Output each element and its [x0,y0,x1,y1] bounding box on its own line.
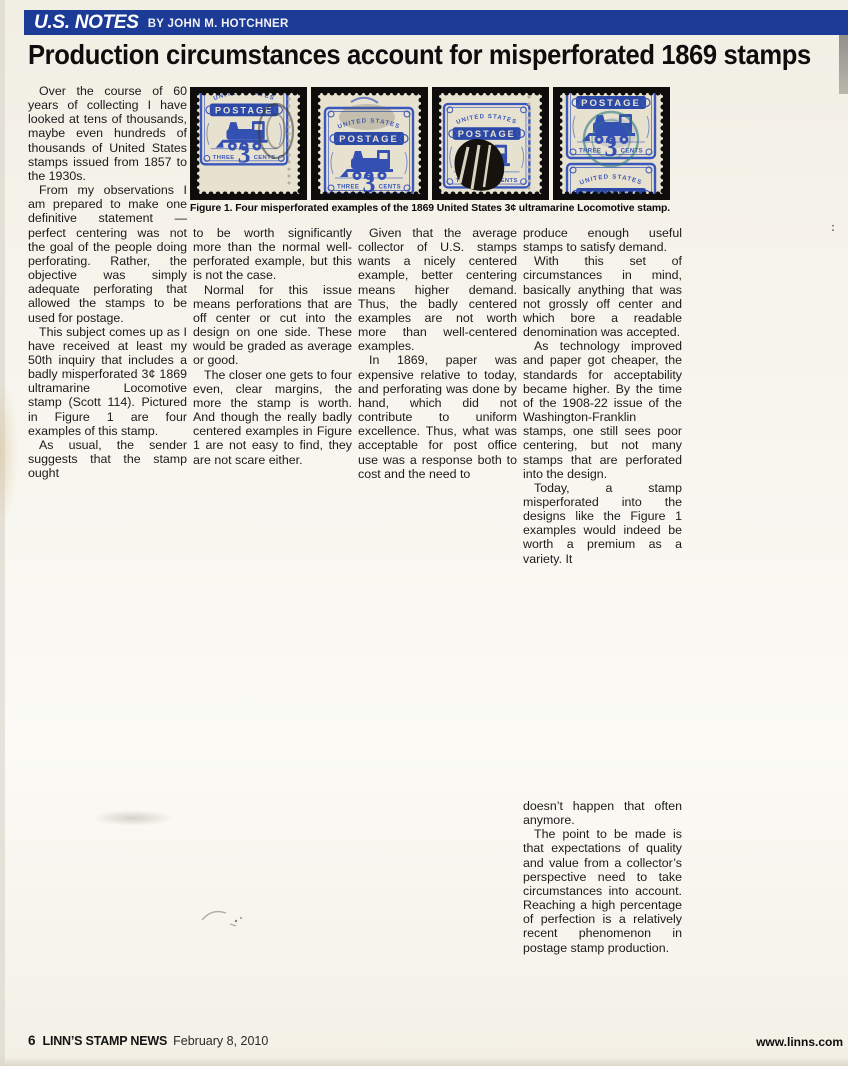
article-column-4-continued [523,799,682,955]
scan-artifact-mark: : [831,220,835,234]
paragraph: doesn’t happen that often anymore. [523,799,682,828]
paragraph: From my observations I am prepared to make one definitive statement — perfect centering was not the goal of the people doing perforating. Rather, the objective was simply adequate perforating that allowed the stamps to be used for postage. [28,183,187,325]
headline: Production circumstances account for misperforated 1869 stamps [28,39,811,70]
paragraph: Given that the average collector of U.S. stamps wants a nicely centered example, better centering means higher demand. Thus, the badly centered examples are not worth more than well-centered examples. [358,226,517,354]
stamp-3 [432,87,549,200]
article-column-2 [193,226,352,467]
scan-artifact-smudge [92,810,174,826]
website-url: www.linns.com [756,1035,843,1049]
paragraph: The point to be made is that expectations of quality and value from a collector’s perspective need to take circumstances into account. Reaching a high percentage of perfection is a relatively recent phenomenon in postage stamp production. [523,827,682,955]
paragraph: Normal for this issue means perforations that are off center or cut into the design on one side. These would be graded as average or good. [193,282,352,368]
paragraph: With this set of circumstances in mind, basically anything that was not grossly off center and which bore a readable denomination was accepted. [523,254,682,340]
cancellation-mark [584,112,638,166]
paragraph: This subject comes up as I have received at least my 50th inquiry that includes a badly misperforated 3¢ 1869 ultramarine Locomotive stamp (Scott 114). Pictured in Figure 1 are four examples of this stamp. [28,324,187,438]
paragraph: to be worth significantly more than the normal well-perforated example, but this is not the case. [193,226,352,283]
stamp-4 [553,87,670,200]
stamp-row [190,87,678,200]
paragraph: Today, a stamp misperforated into the designs like the Figure 1 examples would indeed be worth a premium as a variety. It [523,480,682,566]
issue-date: February 8, 2010 [173,1034,269,1048]
article-column-3 [358,226,517,481]
page-footer [28,1033,268,1048]
section-banner [24,10,848,35]
paragraph: The closer one gets to four even, clear margins, the more the stamp is worth. And though the really badly centered examples in Figure 1 are not easy to find, they are not scare either. [193,367,352,467]
paragraph: Over the course of 60 years of collecting I have looked at tens of thousands, maybe even hundreds of thousands of United States stamps issued from 1857 to the 1930s. [28,84,187,183]
figure-caption: Figure 1. Four misperforated examples of the 1869 United States 3¢ ultramarine Locomotive stamp. [190,203,671,214]
stamp-2 [311,87,428,200]
page-number: 6 [28,1033,36,1048]
scan-edge-left [0,0,5,1066]
scan-artifact-scribble [196,900,260,932]
publication-name: LINN’S STAMP NEWS [42,1034,168,1048]
section-byline: BY JOHN M. HOTCHNER [147,18,289,30]
article-column-1 [28,84,187,480]
scan-edge-right [839,30,848,94]
paragraph: As technology improved and paper got cheaper, the standards for acceptability became higher. By the time of the 1908-22 issue of the Washington-Franklin stamps, one still sees poor centering, but not many stamps that are perforated into the design. [523,339,682,481]
paragraph: produce enough useful stamps to satisfy demand. [523,226,682,255]
scan-artifact-stain [0,378,18,528]
scan-edge-bottom [0,1057,848,1066]
section-title: U.S. NOTES [34,11,139,33]
paragraph: As usual, the sender suggests that the stamp ought [28,437,187,481]
stamp-1 [190,87,307,200]
figure-1 [190,87,678,214]
article-column-4 [523,226,682,566]
paragraph: In 1869, paper was expensive relative to today, and perforating was done by hand, which did not contribute to uniform excellence. Thus, what was acceptable for post office use was a response both to cost and the need to [358,353,517,481]
